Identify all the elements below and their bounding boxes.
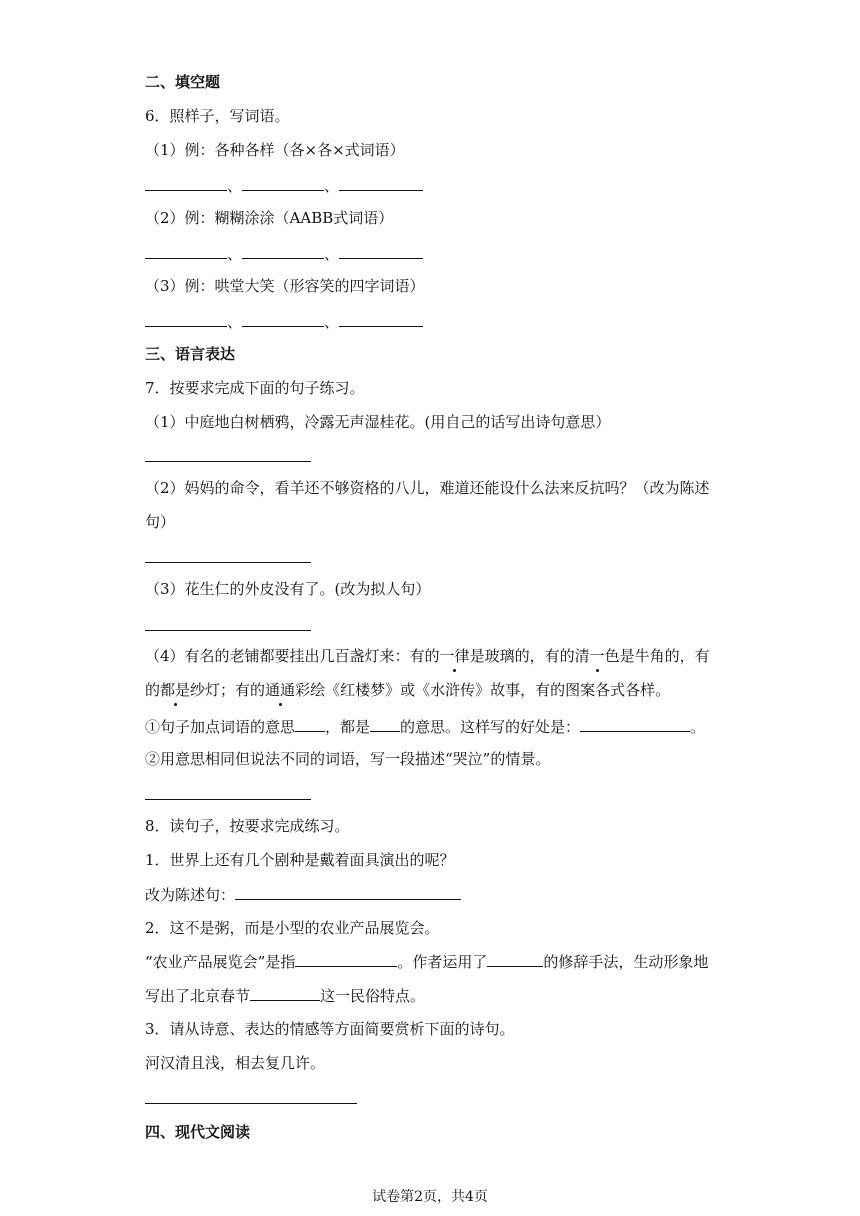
question-7-part-2-line-1: （2）妈妈的命令，看羊还不够资格的八儿，难道还能设什么法来反抗吗？（改为陈述 — [145, 479, 710, 497]
section-heading-language-expression: 三、语言表达 — [145, 345, 236, 363]
question-8-item-3: 3．请从诗意、表达的情感等方面简要赏析下面的诗句。 — [145, 1020, 515, 1038]
section-heading-modern-reading: 四、现代文阅读 — [145, 1123, 251, 1141]
question-6-part-2-answers: 、 、 — [145, 243, 423, 264]
question-7-part-4-line-1: （4）有名的老铺都要挂出几百盏灯来：有的一律是玻璃的，有的清一色是牛角的，有 — [145, 647, 710, 665]
answer-blank[interactable] — [250, 985, 320, 1001]
answer-blank[interactable] — [339, 311, 423, 327]
question-8-item-3-poem: 河汉清且浅，相去复几许。 — [145, 1054, 326, 1072]
dotted-word: 清一色 — [574, 647, 620, 665]
question-8-item-1: 1．世界上还有几个剧种是戴着面具演出的呢？ — [145, 851, 455, 869]
dotted-word: 都是 — [160, 681, 191, 699]
answer-blank[interactable] — [339, 175, 423, 191]
question-7-part-3: （3）花生仁的外皮没有了。(改为拟人句） — [145, 580, 431, 598]
dotted-word: 一律 — [439, 647, 470, 665]
question-7-part-2-line-2: 句） — [145, 513, 176, 531]
question-6-part-3: （3）例：哄堂大笑（形容笑的四字词语） — [145, 277, 425, 295]
answer-line[interactable] — [145, 562, 311, 563]
question-7-part-1: （1）中庭地白树栖鸦，冷露无声湿桂花。(用自己的话写出诗句意思） — [145, 413, 611, 431]
answer-blank[interactable] — [145, 243, 227, 259]
answer-blank[interactable] — [145, 311, 227, 327]
answer-blank[interactable] — [242, 243, 324, 259]
question-6-part-2: （2）例：糊糊涂涂（AABB式词语） — [145, 209, 394, 227]
answer-line[interactable] — [145, 461, 311, 462]
dotted-word: 通通 — [265, 681, 296, 699]
question-6-part-1: （1）例：各种各样（各×各×式词语） — [145, 141, 405, 159]
answer-blank[interactable] — [235, 884, 461, 900]
question-8-stem: 8．读句子，按要求完成练习。 — [145, 817, 350, 835]
question-8-item-2-line-1: “农业产品展览会”是指 。作者运用了 的修辞手法，生动形象地 — [145, 953, 709, 971]
question-8-item-2: 2．这不是粥，而是小型的农业产品展览会。 — [145, 919, 440, 937]
answer-line[interactable] — [145, 799, 311, 800]
answer-line[interactable] — [145, 1103, 357, 1104]
question-7-stem: 7．按要求完成下面的句子练习。 — [145, 379, 365, 397]
page-footer: 试卷第2页，共4页 — [372, 1189, 488, 1205]
question-6-stem: 6．照样子，写词语。 — [145, 107, 290, 125]
question-6-part-3-answers: 、 、 — [145, 311, 423, 332]
answer-line[interactable] — [145, 630, 311, 631]
answer-blank[interactable] — [242, 311, 324, 327]
answer-blank[interactable] — [339, 243, 423, 259]
answer-blank[interactable] — [295, 951, 397, 967]
question-8-item-1-answer: 改为陈述句： — [145, 884, 461, 905]
question-7-part-4-line-2: 的都是纱灯；有的通通彩绘《红楼梦》或《水浒传》故事，有的图案各式各样。 — [145, 681, 671, 699]
answer-blank[interactable] — [295, 716, 325, 732]
question-8-item-2-line-2: 写出了北京春节 这一民俗特点。 — [145, 987, 426, 1005]
question-6-part-1-answers: 、 、 — [145, 175, 423, 196]
answer-blank[interactable] — [370, 716, 400, 732]
answer-blank[interactable] — [580, 716, 690, 732]
answer-blank[interactable] — [242, 175, 324, 191]
section-heading-fill-blank: 二、填空题 — [145, 73, 221, 91]
answer-blank[interactable] — [487, 951, 543, 967]
question-7-part-4-sub-1: ①句子加点词语的意思 ，都是 的意思。这样写的好处是： 。 — [145, 718, 706, 736]
question-7-part-4-sub-2: ②用意思相同但说法不同的词语，写一段描述“哭泣”的情景。 — [145, 750, 551, 768]
answer-blank[interactable] — [145, 175, 227, 191]
